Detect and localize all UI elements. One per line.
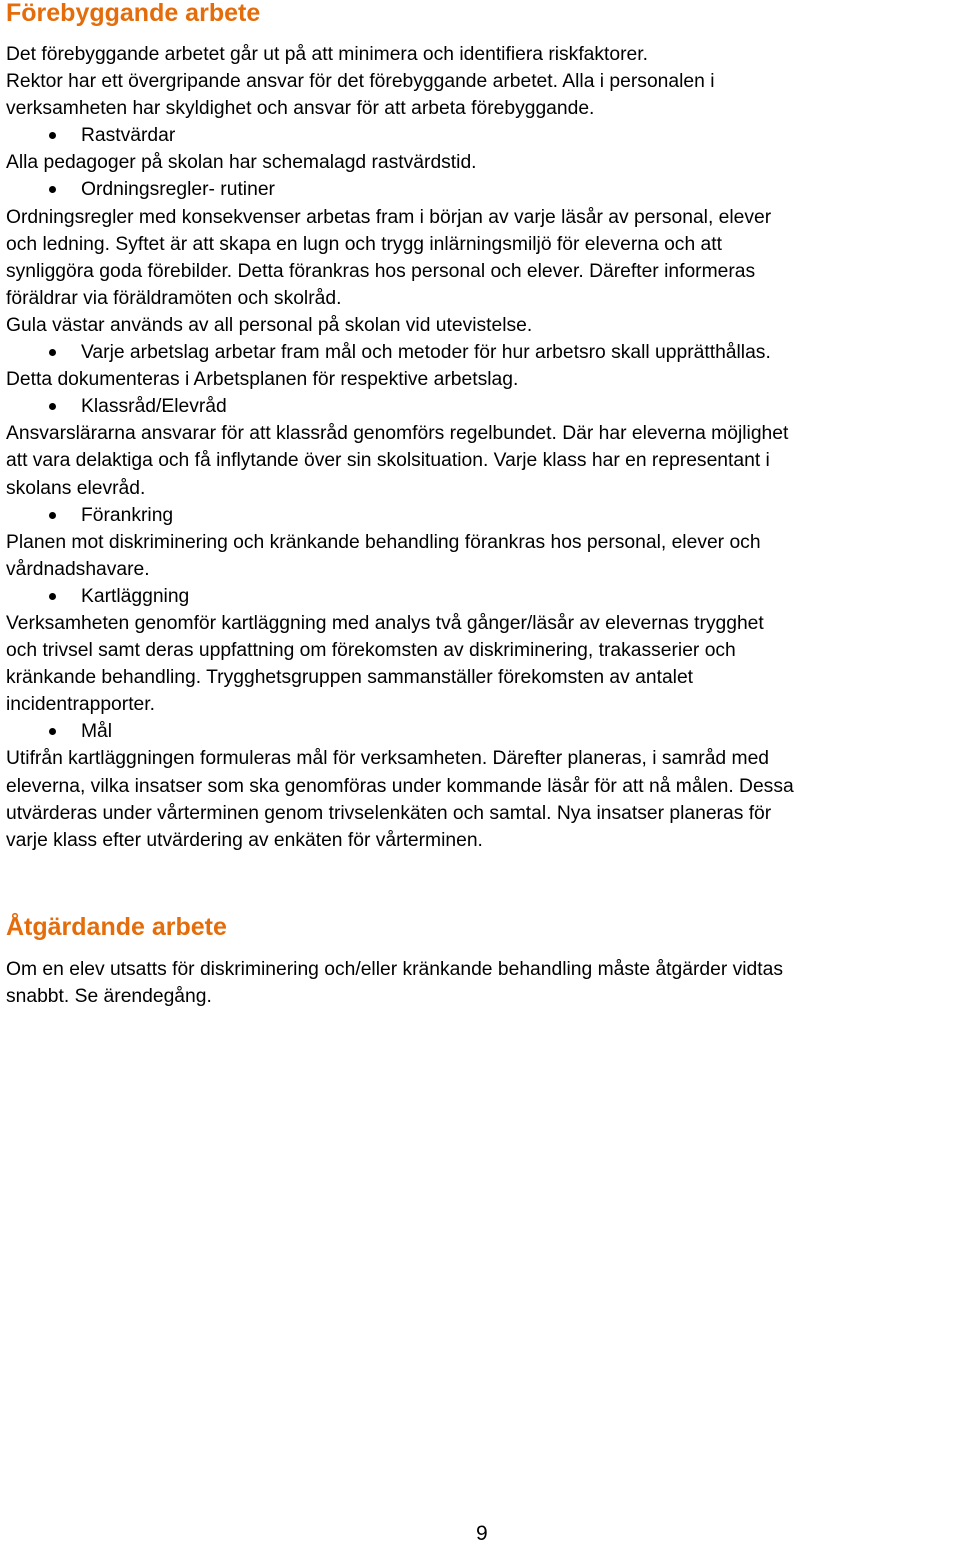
paragraph-line: varje klass efter utvärdering av enkäten för vårterminen.: [6, 829, 483, 851]
bullet-label: Förankring: [81, 504, 174, 526]
paragraph-line: Gula västar används av all personal på skolan vid utevistelse.: [6, 314, 533, 336]
paragraph-line: Ansvarslärarna ansvarar för att klassråd genomförs regelbundet. Där har eleverna möjlighet: [6, 423, 789, 445]
bullet-item-klassrad: [6, 393, 956, 420]
bullet-icon: [49, 512, 56, 519]
bullet-label: Klassråd/Elevråd: [81, 396, 227, 418]
paragraph-line: snabbt. Se ärendegång.: [6, 986, 212, 1008]
bullet-icon: [49, 593, 56, 600]
paragraph-line: Planen mot diskriminering och kränkande behandling förankras hos personal, elever och: [6, 531, 761, 553]
paragraph-line: och trivsel samt deras uppfattning om förekomsten av diskriminering, trakasserier och: [6, 640, 736, 662]
paragraph-line: Alla pedagoger på skolan har schemalagd rastvärdstid.: [6, 152, 477, 174]
intro-line: Rektor har ett övergripande ansvar för det förebyggande arbetet. Alla i personalen i: [6, 71, 715, 93]
bullet-icon: [49, 728, 56, 735]
paragraph-line: vårdnadshavare.: [6, 558, 150, 580]
bullet-item-ordningsregler: [6, 176, 956, 203]
paragraph-line: Utifrån kartläggningen formuleras mål för verksamheten. Därefter planeras, i samråd med: [6, 748, 770, 770]
bullet-icon: [49, 403, 56, 410]
paragraph-line: föräldrar via föräldramöten och skolråd.: [6, 287, 342, 309]
bullet-label: Mål: [81, 721, 113, 743]
paragraph-line: Detta dokumenteras i Arbetsplanen för respektive arbetslag.: [6, 369, 519, 391]
bullet-item-arbetslag: [6, 339, 956, 366]
section-heading-atgardande: Åtgärdande arbete: [6, 913, 227, 941]
section-body-forebyggande: [6, 41, 956, 854]
paragraph-line: att vara delaktiga och få inflytande över sin skolsituation. Varje klass har en representant i: [6, 450, 770, 472]
bullet-label: Rastvärdar: [81, 125, 176, 147]
bullet-item-kartlaggning: [6, 583, 956, 610]
page-number: 9: [476, 1522, 488, 1545]
bullet-item-mal: [6, 718, 956, 745]
paragraph-line: Om en elev utsatts för diskriminering och/eller kränkande behandling måste åtgärder vidtas: [6, 959, 784, 980]
section-body-atgardande: [6, 956, 956, 1010]
paragraph-line: utvärderas under vårterminen genom trivselenkäten och samtal. Nya insatser planeras för: [6, 802, 772, 824]
paragraph-line: eleverna, vilka insatser som ska genomföras under kommande läsår för att nå målen. Dessa: [6, 775, 794, 797]
bullet-icon: [49, 132, 56, 139]
paragraph-line: incidentrapporter.: [6, 694, 155, 716]
bullet-icon: [49, 349, 56, 356]
paragraph-line: och ledning. Syftet är att skapa en lugn och trygg inlärningsmiljö för eleverna och att: [6, 233, 722, 255]
paragraph-line: kränkande behandling. Trygghetsgruppen sammanställer förekomsten av antalet: [6, 667, 694, 689]
section-heading-forebyggande: Förebyggande arbete: [6, 0, 261, 27]
bullet-item-forankring: [6, 502, 956, 529]
intro-line: Det förebyggande arbetet går ut på att minimera och identifiera riskfaktorer.: [6, 44, 648, 65]
paragraph-line: synliggöra goda förebilder. Detta förankras hos personal och elever. Därefter informeras: [6, 260, 756, 282]
bullet-item-rastvardar: [6, 122, 956, 149]
bullet-label: Varje arbetslag arbetar fram mål och metoder för hur arbetsro skall upprätthållas.: [81, 342, 771, 364]
bullet-label: Ordningsregler- rutiner: [81, 179, 275, 201]
intro-line: verksamheten har skyldighet och ansvar för att arbeta förebyggande.: [6, 98, 595, 120]
paragraph-line: Verksamheten genomför kartläggning med analys två gånger/läsår av elevernas trygghet: [6, 612, 764, 634]
paragraph-line: Ordningsregler med konsekvenser arbetas fram i början av varje läsår av personal, elever: [6, 206, 772, 228]
paragraph-line: skolans elevråd.: [6, 477, 146, 499]
bullet-label: Kartläggning: [81, 585, 190, 607]
bullet-icon: [49, 186, 56, 193]
